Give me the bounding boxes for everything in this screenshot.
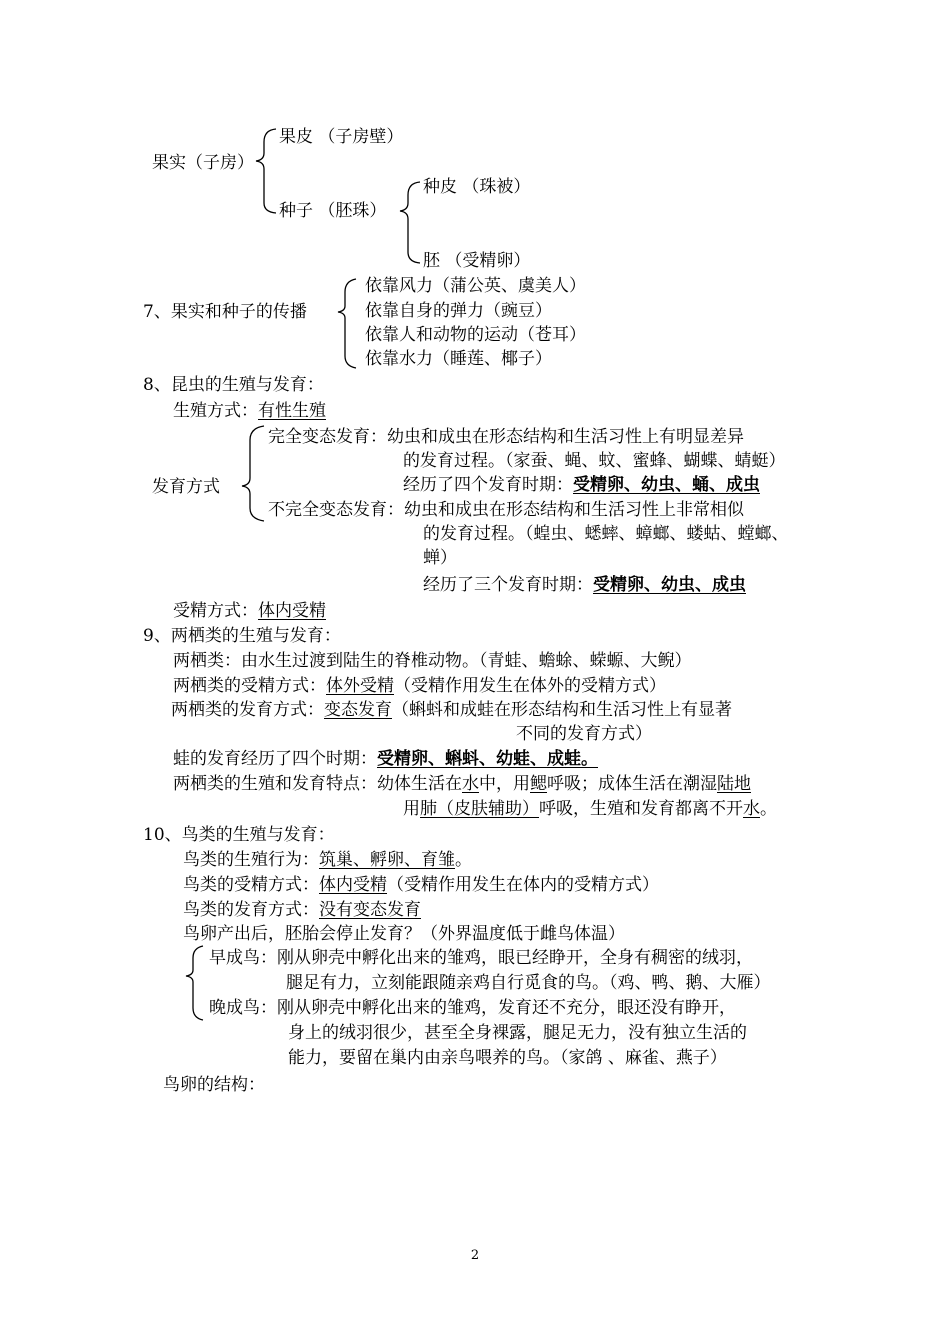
seed-coat: 种皮 （珠被） [423, 177, 531, 197]
s8-title: 8、昆虫的生殖与发育： [143, 375, 324, 395]
s10-early: 早成鸟：刚从卵壳中孵化出来的雏鸡，眼已经睁开，全身有稠密的绒羽， [209, 948, 753, 968]
brace-fruit [256, 129, 276, 213]
s7-item-1: 依靠风力（蒲公英、虞美人） [365, 276, 586, 296]
s8-incomplete: 不完全变态发育：幼虫和成虫在形态结构和生活习性上非常相似 [268, 500, 744, 520]
s9-feat: 两栖类的生殖和发育特点：幼体生活在水中，用鳃呼吸；成体生活在潮湿陆地 [173, 774, 751, 794]
s7-item-3: 依靠人和动物的运动（苍耳） [365, 325, 586, 345]
s10-egg-struct: 鸟卵的结构： [163, 1075, 265, 1095]
embryo: 胚 （受精卵） [423, 251, 531, 271]
s8-dev-label: 发育方式 [152, 477, 220, 497]
s7-item-4: 依靠水力（睡莲、椰子） [365, 349, 552, 369]
brace-dev [242, 426, 264, 521]
page-number: 2 [470, 1248, 480, 1263]
s10-fert: 鸟类的受精方式：体内受精（受精作用发生在体内的受精方式） [183, 875, 659, 895]
s8-complete-desc2: 的发育过程。（家蚕、蝇、蚊、蜜蜂、蝴蝶、蜻蜓） [403, 451, 786, 471]
s10-late-desc3: 能力，要留在巢内由亲鸟喂养的鸟。（家鸽 、麻雀、燕子） [288, 1048, 727, 1068]
fruit-peel: 果皮 （子房壁） [279, 127, 404, 147]
s8-incomplete-desc3: 蝉） [423, 548, 457, 568]
s8-complete-stages: 经历了四个发育时期：受精卵、幼虫、蛹、成虫 [403, 475, 760, 495]
s8-fert: 受精方式：体内受精 [173, 601, 326, 621]
s9-dev: 两栖类的发育方式：变态发育（蝌蚪和成蛙在形态结构和生活习性上有显著 [171, 700, 732, 720]
s10-behav: 鸟类的生殖行为：筑巢、孵卵、育雏。 [183, 850, 472, 870]
s10-egg-stop: 鸟卵产出后，胚胎会停止发育？（外界温度低于雌鸟体温） [183, 924, 625, 944]
s9-fert: 两栖类的受精方式：体外受精（受精作用发生在体外的受精方式） [173, 676, 666, 696]
s10-title: 10、鸟类的生殖与发育： [143, 825, 335, 845]
s8-complete: 完全变态发育：幼虫和成虫在形态结构和生活习性上有明显差异 [268, 427, 744, 447]
brace-seed [400, 182, 420, 263]
s9-dev-note2: 不同的发育方式） [516, 724, 652, 744]
s8-incomplete-stages: 经历了三个发育时期：受精卵、幼虫、成虫 [423, 575, 746, 595]
s8-incomplete-desc2: 的发育过程。（蝗虫、蟋蟀、蟑螂、蝼蛄、螳螂、 [423, 524, 789, 544]
s10-late: 晚成鸟：刚从卵壳中孵化出来的雏鸡，发育还不充分，眼还没有睁开， [209, 998, 736, 1018]
s7-item-2: 依靠自身的弹力（豌豆） [365, 301, 552, 321]
s10-early-desc2: 腿足有力，立刻能跟随亲鸡自行觅食的鸟。（鸡、鸭、鹅、大雁） [286, 973, 771, 993]
s9-title: 9、两栖类的生殖与发育： [143, 626, 341, 646]
s10-late-desc2: 身上的绒羽很少，甚至全身裸露，腿足无力，没有独立生活的 [288, 1023, 747, 1043]
fruit-root: 果实（子房） [152, 153, 254, 173]
s10-dev: 鸟类的发育方式：没有变态发育 [183, 900, 421, 920]
s8-repro: 生殖方式：有性生殖 [173, 401, 326, 421]
brace-s7 [338, 279, 356, 368]
fruit-seed: 种子 （胚珠） [279, 201, 387, 221]
brace-birds [186, 946, 203, 1020]
s9-frog: 蛙的发育经历了四个时期：受精卵、蝌蚪、幼蛙、成蛙。 [173, 749, 598, 769]
s9-def: 两栖类：由水生过渡到陆生的脊椎动物。（青蛙、蟾蜍、蝾螈、大鲵） [173, 651, 692, 671]
s7-title: 7、果实和种子的传播 [143, 302, 307, 322]
s9-feat-2: 用肺（皮肤辅助）呼吸，生殖和发育都离不开水。 [403, 799, 777, 819]
